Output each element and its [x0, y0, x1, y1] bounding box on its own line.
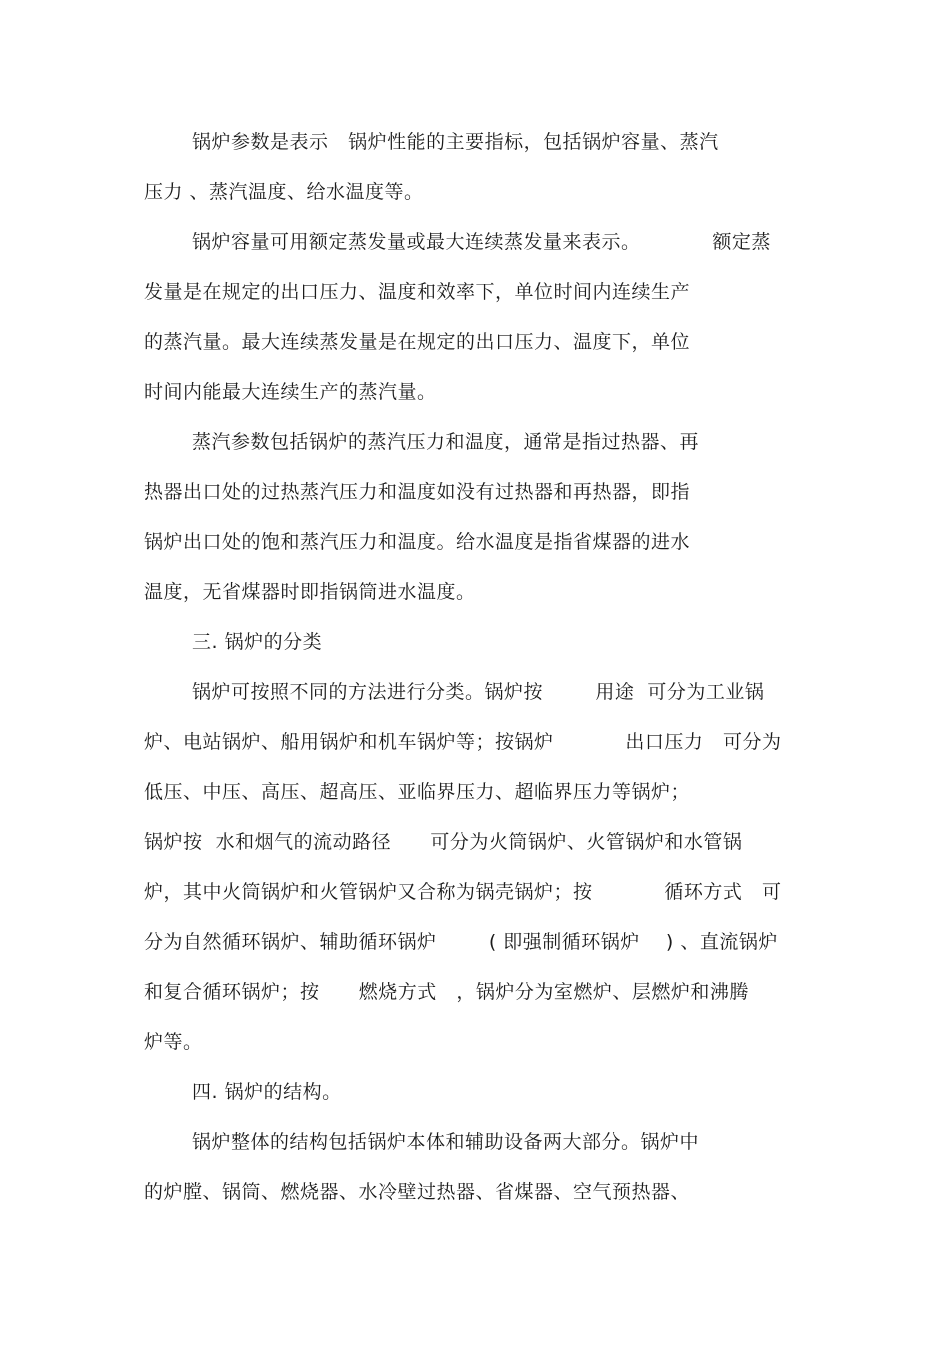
- paragraph-5-line-2: 的炉膛、锅筒、燃烧器、水冷壁过热器、省煤器、空气预热器、: [144, 1181, 691, 1203]
- paragraph-2-line-1: 锅炉容量可用额定蒸发量或最大连续蒸发量来表示。 额定蒸: [192, 231, 771, 253]
- paragraph-1-line-1: 锅炉参数是表示 锅炉性能的主要指标，包括锅炉容量、蒸汽: [192, 131, 719, 153]
- paragraph-3-line-2: 热器出口处的过热蒸汽压力和温度如没有过热器和再热器，即指: [144, 481, 691, 503]
- paragraph-4-line-6: 分为自然循环锅炉、辅助循环锅炉 ( 即强制循环锅炉 ) 、直流锅炉: [144, 931, 778, 953]
- paragraph-4-line-4: 锅炉按 水和烟气的流动路径 可分为火筒锅炉、火管锅炉和水管锅: [144, 831, 743, 853]
- paragraph-1-line-2: 压力 、蒸汽温度、给水温度等。: [144, 181, 424, 203]
- paragraph-3-line-3: 锅炉出口处的饱和蒸汽压力和温度。给水温度是指省煤器的进水: [144, 531, 691, 553]
- paragraph-2-line-3: 的蒸汽量。最大连续蒸发量是在规定的出口压力、温度下，单位: [144, 331, 691, 353]
- paragraph-4-line-1: 锅炉可按照不同的方法进行分类。锅炉按 用途 可分为工业锅: [192, 681, 765, 703]
- paragraph-4-line-5: 炉，其中火筒锅炉和火管锅炉又合称为锅壳锅炉；按 循环方式 可: [144, 881, 782, 903]
- paragraph-4-line-7: 和复合循环锅炉；按 燃烧方式 ，锅炉分为室燃炉、层燃炉和沸腾: [144, 981, 749, 1003]
- section-heading-classification: 三. 锅炉的分类: [192, 631, 323, 653]
- paragraph-2-line-4: 时间内能最大连续生产的蒸汽量。: [144, 381, 437, 403]
- paragraph-2-line-2: 发量是在规定的出口压力、温度和效率下，单位时间内连续生产: [144, 281, 691, 303]
- paragraph-4-line-8: 炉等。: [144, 1031, 203, 1053]
- paragraph-5-line-1: 锅炉整体的结构包括锅炉本体和辅助设备两大部分。锅炉中: [192, 1131, 700, 1153]
- paragraph-3-line-4: 温度，无省煤器时即指锅筒进水温度。: [144, 581, 476, 603]
- paragraph-3-line-1: 蒸汽参数包括锅炉的蒸汽压力和温度，通常是指过热器、再: [192, 431, 700, 453]
- section-heading-structure: 四. 锅炉的结构。: [192, 1081, 342, 1103]
- paragraph-4-line-2: 炉、电站锅炉、船用锅炉和机车锅炉等；按锅炉 出口压力 可分为: [144, 731, 782, 753]
- paragraph-4-line-3: 低压、中压、高压、超高压、亚临界压力、超临界压力等锅炉；: [144, 781, 691, 803]
